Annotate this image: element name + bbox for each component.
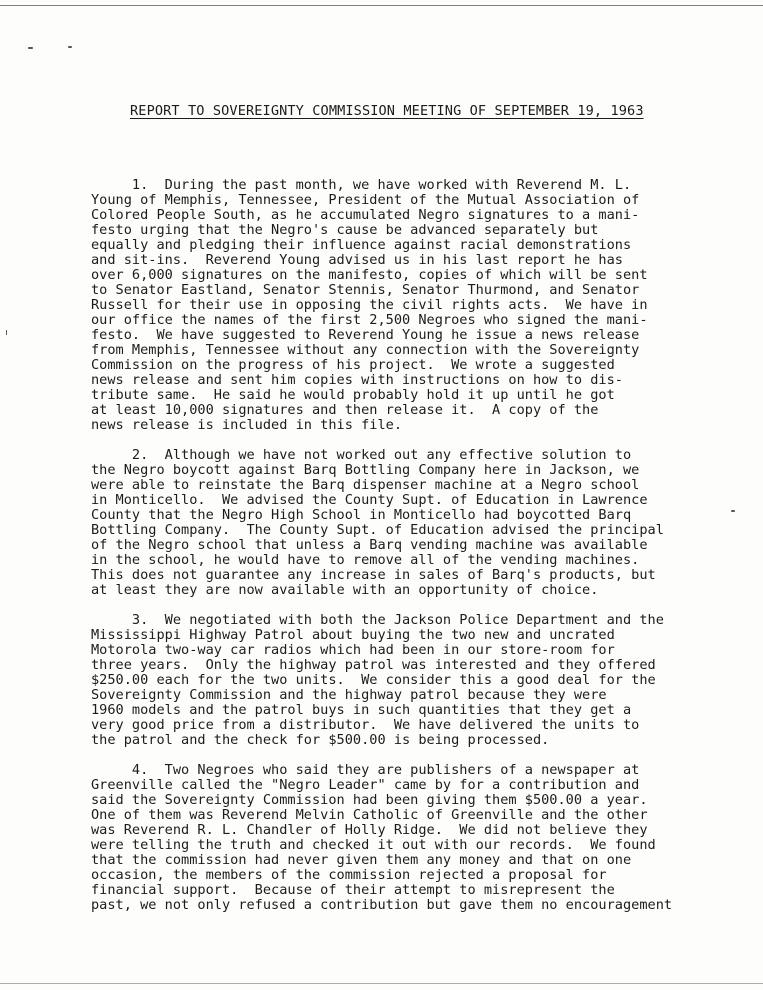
text-line: 3. We negotiated with both the Jackson Police Department and the — [91, 612, 664, 628]
paragraph-3 — [91, 613, 731, 748]
text-line: the patrol and the check for $500.00 is being processed. — [91, 732, 550, 748]
text-line: in Monticello. We advised the County Supt. of Education in Lawrence — [91, 492, 648, 508]
text-line: Greenville called the "Negro Leader" came by for a contribution and — [91, 777, 640, 793]
scan-edge-top — [0, 5, 763, 6]
text-line: One of them was Reverend Melvin Catholic of Greenville and the other — [91, 807, 648, 823]
paragraph-4 — [91, 763, 731, 913]
scan-speck — [6, 330, 7, 335]
document-body — [91, 178, 731, 928]
text-line: was Reverend R. L. Chandler of Holly Ridge. We did not believe they — [91, 822, 648, 838]
text-line: were telling the truth and checked it out with our records. We found — [91, 837, 656, 853]
text-line: past, we not only refused a contribution but gave them no encouragement — [91, 897, 673, 913]
text-line: at least they are now available with an opportunity of choice. — [91, 582, 599, 598]
paragraph-2 — [91, 448, 731, 598]
text-line: three years. Only the highway patrol was interested and they offered — [91, 657, 656, 673]
text-line: over 6,000 signatures on the manifesto, copies of which will be sent — [91, 267, 648, 283]
text-line: tribute same. He said he would probably hold it up until he got — [91, 387, 615, 403]
text-line: news release is included in this file. — [91, 417, 402, 433]
text-line: news release and sent him copies with instructions on how to dis- — [91, 372, 623, 388]
text-line: in the school, he would have to remove all of the vending machines. — [91, 552, 640, 568]
text-line: 2. Although we have not worked out any effective solution to — [91, 447, 632, 463]
text-line: to Senator Eastland, Senator Stennis, Senator Thurmond, and Senator — [91, 282, 640, 298]
text-line: This does not guarantee any increase in sales of Barq's products, but — [91, 567, 656, 583]
scan-speck — [68, 46, 72, 48]
text-line: 1960 models and the patrol buys in such quantities that they get a — [91, 702, 632, 718]
text-line: and sit-ins. Reverend Young advised us in his last report he has — [91, 252, 623, 268]
scan-edge-bottom — [0, 983, 763, 984]
text-line: occasion, the members of the commission rejected a proposal for — [91, 867, 607, 883]
text-line: 4. Two Negroes who said they are publishers of a newspaper at — [91, 762, 640, 778]
text-line: of the Negro school that unless a Barq vending machine was available — [91, 537, 648, 553]
text-line: Russell for their use in opposing the civil rights acts. We have in — [91, 297, 648, 313]
text-line: 1. During the past month, we have worked with Reverend M. L. — [91, 177, 632, 193]
text-line: Sovereignty Commission and the highway patrol because they were — [91, 687, 607, 703]
text-line: Young of Memphis, Tennessee, President of the Mutual Association of — [91, 192, 640, 208]
text-line: festo. We have suggested to Reverend Young he issue a news release — [91, 327, 640, 343]
text-line: Bottling Company. The County Supt. of Education advised the principal — [91, 522, 664, 538]
text-line: financial support. Because of their attempt to misrepresent the — [91, 882, 615, 898]
text-line: Colored People South, as he accumulated Negro signatures to a mani- — [91, 207, 640, 223]
text-line: festo urging that the Negro's cause be advanced separately but — [91, 222, 599, 238]
text-line: County that the Negro High School in Monticello had boycotted Barq — [91, 507, 632, 523]
text-line: at least 10,000 signatures and then release it. A copy of the — [91, 402, 599, 418]
text-line: were able to reinstate the Barq dispenser machine at a Negro school — [91, 477, 640, 493]
scan-speck — [731, 510, 735, 512]
text-line: from Memphis, Tennessee without any connection with the Sovereignty — [91, 342, 640, 358]
scan-speck — [28, 47, 33, 49]
text-line: equally and pledging their influence against racial demonstrations — [91, 237, 632, 253]
text-line: that the commission had never given them any money and that on one — [91, 852, 632, 868]
text-line: Mississippi Highway Patrol about buying the two new and uncrated — [91, 627, 615, 643]
text-line: Commission on the progress of his project. We wrote a suggested — [91, 357, 615, 373]
document-title: REPORT TO SOVEREIGNTY COMMISSION MEETING OF SEPTEMBER 19, 1963 — [130, 103, 644, 119]
paragraph-1 — [91, 178, 731, 433]
text-line: said the Sovereignty Commission had been giving them $500.00 a year. — [91, 792, 648, 808]
text-line: our office the names of the first 2,500 Negroes who signed the mani- — [91, 312, 648, 328]
text-line: $250.00 each for the two units. We consider this a good deal for the — [91, 672, 656, 688]
text-line: the Negro boycott against Barq Bottling Company here in Jackson, we — [91, 462, 640, 478]
text-line: very good price from a distributor. We have delivered the units to — [91, 717, 640, 733]
text-line: Motorola two-way car radios which had been in our store-room for — [91, 642, 615, 658]
